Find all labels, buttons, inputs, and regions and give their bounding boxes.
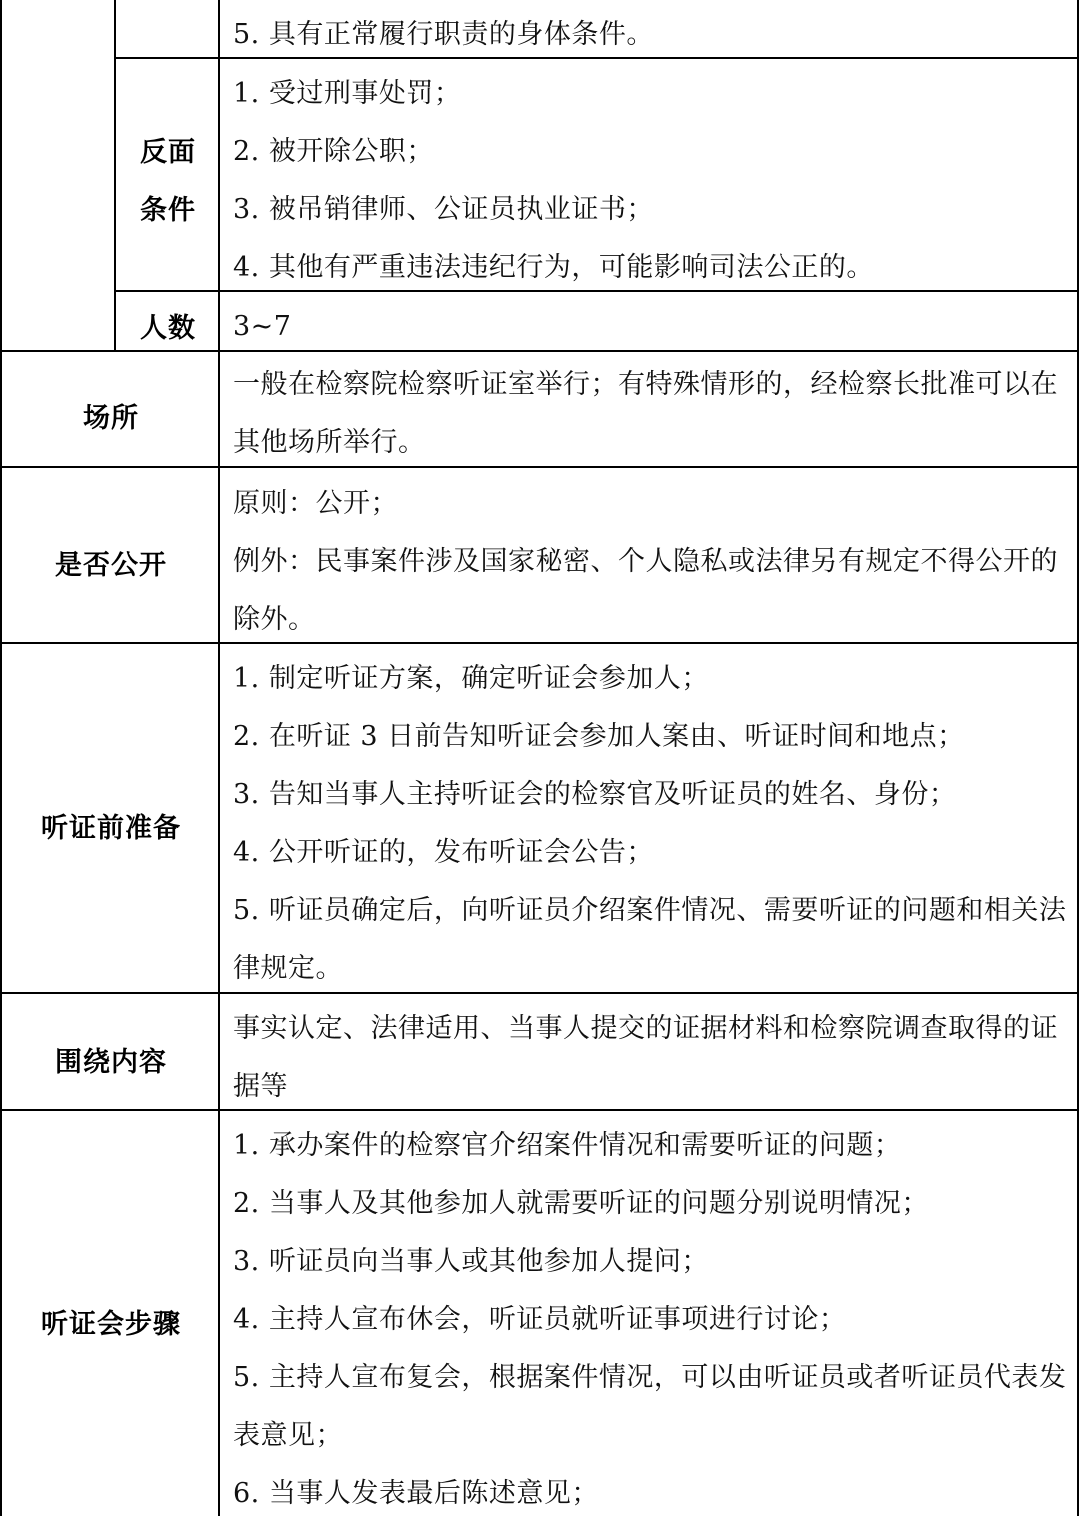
scope-line: 事实认定、法律适用、当事人提交的证据材料和检察院调查取得的证 — [233, 1013, 1058, 1044]
table-border-left — [0, 0, 2, 1516]
preparation-item: 1. 制定听证方案，确定听证会参加人； — [233, 663, 709, 694]
steps-item: 6. 当事人发表最后陈述意见； — [233, 1478, 599, 1509]
preparation-label: 听证前准备 — [41, 813, 181, 844]
preparation-item: 律规定。 — [233, 953, 343, 984]
steps-label: 听证会步骤 — [41, 1309, 181, 1340]
qualification-item: 5. 具有正常履行职责的身体条件。 — [233, 19, 654, 50]
steps-item: 5. 主持人宣布复会，根据案件情况，可以由听证员或者听证员代表发 — [233, 1362, 1067, 1393]
steps-item: 3. 听证员向当事人或其他参加人提问； — [233, 1246, 709, 1277]
negative-conditions-label-line1: 反面 — [140, 137, 196, 168]
negative-condition-item: 3. 被吊销律师、公证员执业证书； — [233, 194, 654, 225]
scope-cell — [233, 1000, 1068, 1116]
venue-label: 场所 — [83, 403, 139, 434]
scope-label: 围绕内容 — [55, 1047, 167, 1078]
count-label: 人数 — [140, 313, 196, 344]
negative-conditions-label — [116, 124, 220, 240]
table-border-right — [1077, 0, 1079, 1516]
public-line: 原则：公开； — [233, 488, 398, 519]
preparation-item: 4. 公开听证的，发布听证会公告； — [233, 837, 654, 868]
preparation-item: 3. 告知当事人主持听证会的检察官及听证员的姓名、身份； — [233, 779, 957, 810]
steps-cell — [233, 1117, 1068, 1523]
steps-item: 1. 承办案件的检察官介绍案件情况和需要听证的问题； — [233, 1130, 902, 1161]
negative-conditions-label-line2: 条件 — [140, 195, 196, 226]
venue-cell — [233, 356, 1068, 472]
public-line: 除外。 — [233, 604, 316, 635]
count-value: 3~7 — [233, 311, 292, 342]
steps-item: 2. 当事人及其他参加人就需要听证的问题分别说明情况； — [233, 1188, 929, 1219]
preparation-cell — [233, 650, 1068, 998]
public-label: 是否公开 — [55, 550, 167, 581]
preparation-item: 2. 在听证 3 日前告知听证会参加人案由、听证时间和地点； — [233, 721, 965, 752]
scope-line: 据等 — [233, 1071, 288, 1102]
negative-condition-item: 4. 其他有严重违法违纪行为，可能影响司法公正的。 — [233, 252, 874, 283]
public-cell — [233, 475, 1068, 649]
negative-condition-item: 1. 受过刑事处罚； — [233, 78, 462, 109]
negative-condition-item: 2. 被开除公职； — [233, 136, 434, 167]
venue-line: 一般在检察院检察听证室举行；有特殊情形的，经检察长批准可以在 — [233, 369, 1058, 400]
preparation-item: 5. 听证员确定后，向听证员介绍案件情况、需要听证的问题和相关法 — [233, 895, 1067, 926]
negative-conditions-cell — [233, 65, 1068, 297]
count-cell — [233, 298, 1068, 356]
steps-item: 表意见； — [233, 1420, 343, 1451]
qualification-continuation-cell — [233, 6, 1068, 64]
public-line: 例外：民事案件涉及国家秘密、个人隐私或法律另有规定不得公开的 — [233, 546, 1058, 577]
steps-item: 4. 主持人宣布休会，听证员就听证事项进行讨论； — [233, 1304, 847, 1335]
venue-line: 其他场所举行。 — [233, 427, 426, 458]
